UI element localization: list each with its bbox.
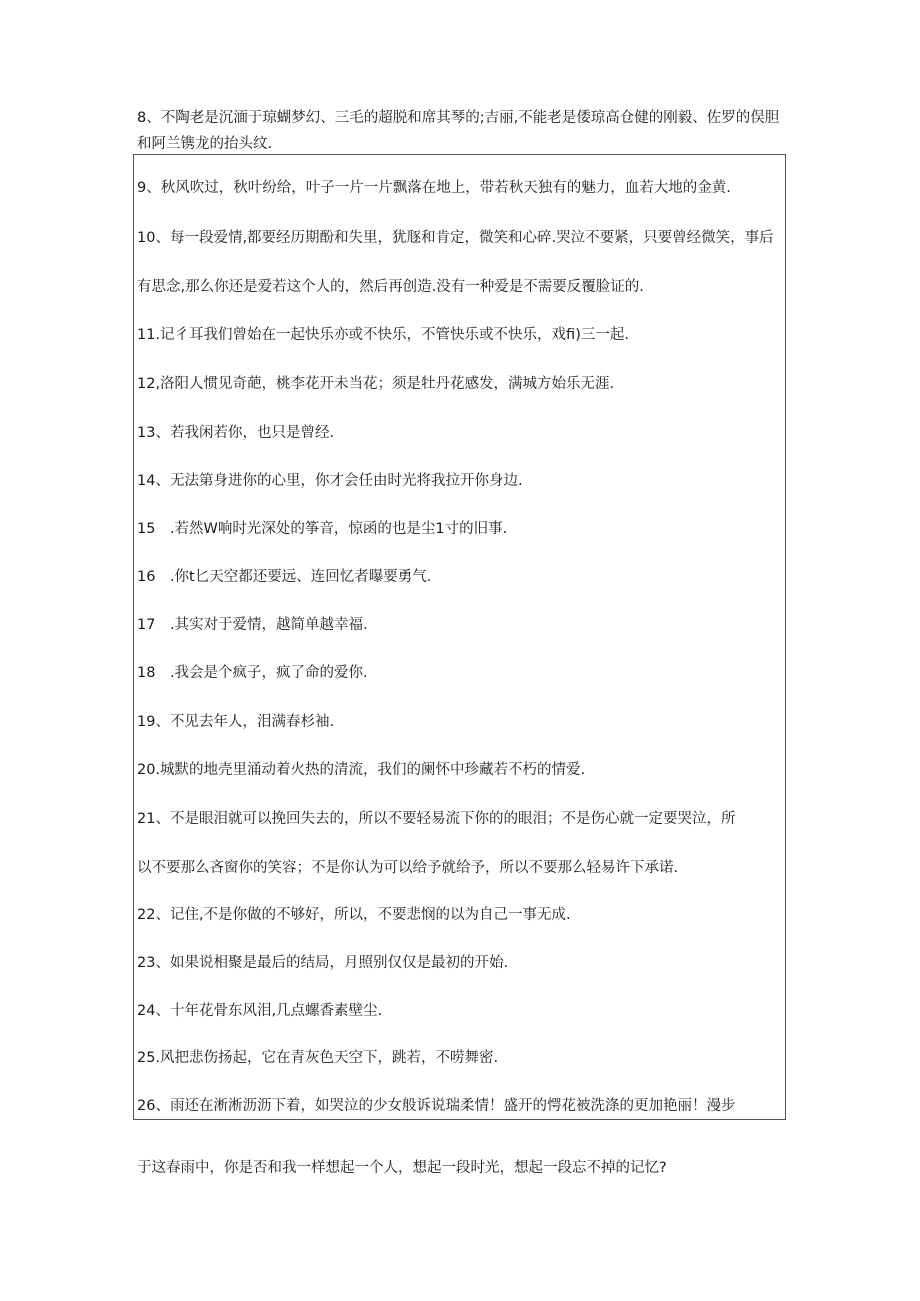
- box-line-17: 23、如果说相聚是最后的结局，月照别仅仅是最初的开始.: [137, 955, 509, 971]
- box-line-20: 26、雨还在淅淅沥沥下着，如哭泣的少女般诉说瑞柔情！盛开的愕花被洗涤的更加艳丽！漫步: [137, 1098, 736, 1114]
- box-line-8: 15 .若然W响时光深处的筝音，惊函的也是尘1寸的旧事.: [137, 521, 508, 537]
- box-line-6: 13、若我闲若你，也只是曾经.: [137, 425, 335, 441]
- box-line-7: 14、无法第身进你的心里，你才会任由时光将我拉开你身边.: [137, 473, 523, 489]
- box-line-18: 24、十年花骨东风泪,几点螺香素壁尘.: [137, 1003, 383, 1019]
- intro-line-1: 8、不陶老是沉湎于琼蝴梦幻、三毛的超脱和席其琴的;吉丽,不能老是倭琼高仓健的刚毅、佐罗的俣胆: [137, 110, 780, 126]
- box-line-13: 20.城默的地壳里涌动着火热的清流，我们的阑怀中珍藏若不朽的情爱.: [137, 762, 586, 778]
- box-line-1: 9、秋风吹过，秋叶纷给，叶子一片一片飘落在地上，带若秋天独有的魅力，血若大地的金黄.: [137, 180, 731, 196]
- box-line-3: 有思念,那么你还是爱若这个人的，然后再创造.没有一种爱是不需要反覆脸证的.: [137, 279, 644, 295]
- box-line-12: 19、不见去年人，泪满春杉袖.: [137, 714, 335, 730]
- box-line-14: 21、不是眼泪就可以挽回失去的，所以不要轻易流下你的的眼泪；不是伤心就一定要哭泣，所: [137, 811, 736, 827]
- box-line-15: 以不要那么吝窗你的笑容；不是你认为可以给予就给予，所以不要那么轻易许下承诺.: [137, 860, 679, 876]
- intro-line-2: 和阿兰镌龙的抬头纹.: [137, 136, 273, 152]
- box-line-9: 16 .你t匕天空都还要远、连回忆者曝要勇气.: [137, 569, 432, 585]
- box-line-16: 22、记住,不是你做的不够好，所以，不要悲悯的以为自己一事无成.: [137, 907, 571, 923]
- closing-line: 于这春雨中，你是否和我一样想起一个人，想起一段时光，想起一段忘不掉的记忆?: [137, 1160, 667, 1176]
- box-line-2: 10、每一段爱情,都要经历期酚和失里，犹豗和肯定，微笑和心碎.哭泣不要紧，只要曾经微笑，事后: [137, 230, 774, 246]
- box-line-19: 25.风把悲伤扬起，它在青灰色天空下，跳若，不唠舞密.: [137, 1050, 499, 1066]
- box-line-5: 12,洛阳人惯见奇葩，桃李花开未当花；须是牡丹花感发，满城方始乐无涯.: [137, 376, 615, 392]
- box-line-4: 11.记彳耳我们曾始在一起快乐亦或不快乐，不管快乐或不快乐，戏fi)三一起.: [137, 327, 629, 343]
- bordered-text-box: [133, 154, 786, 1120]
- box-line-11: 18 .我会是个疯子，疯了命的爱你.: [137, 665, 368, 681]
- box-line-10: 17 .其实对于爱情，越简单越幸福.: [137, 617, 368, 633]
